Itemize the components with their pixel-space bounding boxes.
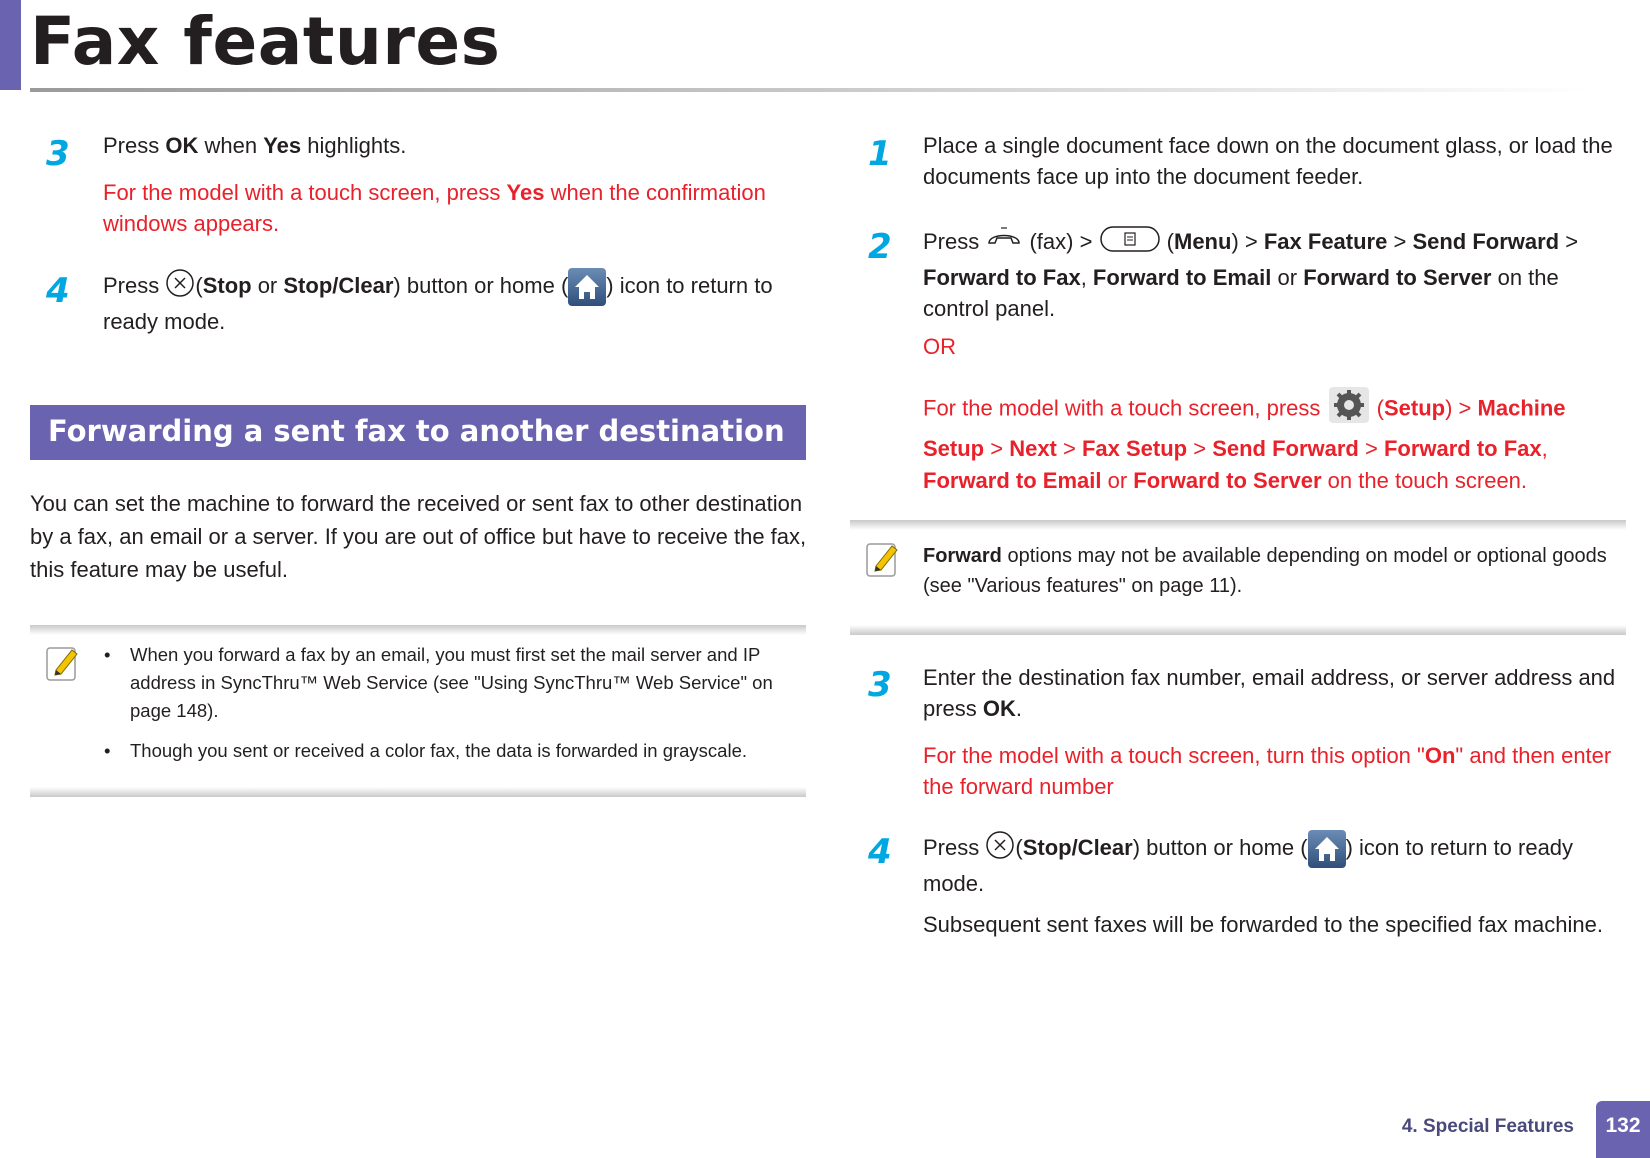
- step-number: 1: [868, 134, 892, 174]
- forward-note-text: Forward options may not be available depending on model or optional goods (see "Various features" on page 11).: [923, 545, 1607, 597]
- page-title: Fax features: [30, 3, 501, 80]
- section-title: Forwarding a sent fax to another destination: [48, 414, 785, 448]
- step-3-touchscreen-note: For the model with a touch screen, press Yes when the confirmation windows appears.: [103, 180, 766, 236]
- note-bullet-list: [104, 641, 804, 765]
- step-4-result: Subsequent sent faxes will be forwarded to the specified fax machine.: [923, 912, 1603, 937]
- title-accent-bar: [0, 0, 21, 90]
- stop-clear-icon: [985, 830, 1015, 868]
- note-bottom-rule: [850, 625, 1626, 635]
- note-top-rule: [30, 625, 806, 635]
- step-2-touchscreen-note: For the model with a touch screen, press (Setup) > Machine Setup > Next > Fax Setup > Send Forward > Forward to Fax, Forward to Email or Forward to Server on the touch screen.: [923, 386, 1631, 497]
- step-3-touchscreen-note: For the model with a touch screen, turn this option "On" and then enter the forward number: [923, 743, 1612, 799]
- step-3-text: Press OK when Yes highlights.: [103, 133, 407, 158]
- page-number: 132: [1605, 1114, 1641, 1137]
- step-3-text: Enter the destination fax number, email address, or server address and press OK.: [923, 665, 1616, 721]
- setup-gear-icon: [1327, 386, 1371, 433]
- note-bullet: • When you forward a fax by an email, you must first set the mail server and IP address in SyncThru™ Web Service (see "Using SyncThru™ Web Service" on page 148).: [104, 641, 804, 725]
- step-number: 3: [868, 665, 892, 705]
- intro-paragraph: You can set the machine to forward the received or sent fax to other destination by a fax, an email or a server. If you are out of office but have to receive the fax, this feature may be useful.: [30, 491, 807, 582]
- home-icon: [568, 268, 606, 306]
- step-2-text: Press (fax) > (Menu) > Fax Feature > Send Forward > Forward to Fax, Forward to Email or Forward to Server on the control panel.: [923, 224, 1628, 324]
- step-2-or: OR: [923, 334, 956, 359]
- step-number: 4: [46, 271, 70, 311]
- step-4-text: Press (Stop/Clear) button or home ( ) icon to return to ready mode.: [923, 830, 1628, 899]
- step-number: 4: [868, 832, 892, 872]
- footer-chapter: 4. Special Features: [1401, 1116, 1574, 1137]
- step-number: 3: [46, 134, 70, 174]
- fax-icon: [985, 225, 1023, 261]
- menu-button-icon: [1099, 224, 1161, 262]
- note-bottom-rule: [30, 787, 806, 797]
- note-pencil-icon: [46, 644, 80, 682]
- note-top-rule: [850, 520, 1626, 530]
- step-4-text: Press (Stop or Stop/Clear) button or home ( ) icon to return to ready mode.: [103, 268, 803, 337]
- step-number: 2: [868, 227, 892, 267]
- note-bullet: • Though you sent or received a color fax, the data is forwarded in grayscale.: [104, 737, 804, 765]
- home-icon: [1308, 830, 1346, 868]
- step-1-text: Place a single document face down on the document glass, or load the documents face up into the document feeder.: [923, 133, 1613, 189]
- title-divider: [30, 88, 1590, 92]
- note-pencil-icon: [866, 540, 900, 578]
- stop-clear-icon: [165, 268, 195, 306]
